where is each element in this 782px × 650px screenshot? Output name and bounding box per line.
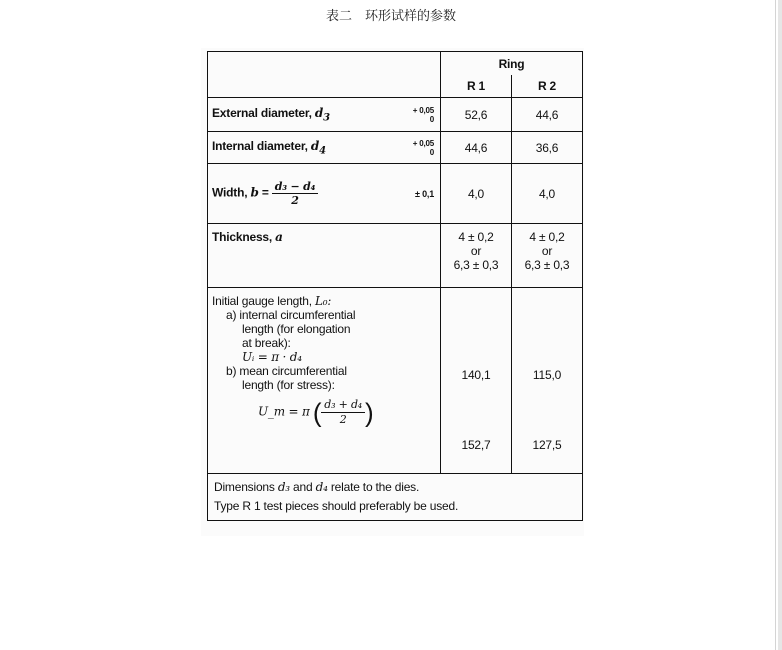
col-r2-header: R 2 <box>537 78 557 93</box>
col-r1-header: R 1 <box>441 75 512 97</box>
table-footnote: Dimensions d₃ and d₄ relate to the dies. Type R 1 test pieces should preferably be used. <box>208 474 583 521</box>
gauge-r1-mean: 152,7 <box>461 438 491 452</box>
thickness-label: Thickness, a <box>208 224 441 288</box>
external-diameter-row <box>208 98 583 132</box>
width-r2: 4,0 <box>512 164 583 224</box>
width-formula-fraction: $\frac{\text{d₃ − d₄}}{2}$ <box>272 180 319 207</box>
external-diameter-r2: 44,6 <box>512 98 583 132</box>
external-diameter-label: External diameter, $d_3$ <box>208 98 385 132</box>
internal-diameter-label: Internal diameter, $d_4$ <box>208 132 385 164</box>
header-row <box>208 52 583 98</box>
width-label: Width, b = $\frac{\text{d₃ − d₄}}{2}$ <box>208 164 385 224</box>
gauge-r1-internal: 140,1 <box>461 368 491 382</box>
ring-header-cell <box>441 52 583 98</box>
gauge-length-description: Initial gauge length, L₀: a) internal circumferential length (for elongation at break): Uᵢ = π · d₄ b) mean circumferential length (for stress): U_m = π ( $\frac{\text{d₃ + d₄}}{2}$ ) <box>208 288 441 474</box>
internal-diameter-row <box>208 132 583 164</box>
width-row <box>208 164 583 224</box>
thickness-row <box>208 224 583 288</box>
internal-diameter-tolerance: + 0,05 0 <box>385 132 441 164</box>
gauge-length-title: Initial gauge length, L₀: <box>212 294 332 308</box>
external-diameter-tolerance: + 0,05 0 <box>385 98 441 132</box>
external-diameter-r1: 52,6 <box>441 98 512 132</box>
gauge-r2-internal: 115,0 <box>532 368 562 382</box>
page-edge <box>778 0 782 650</box>
table-caption: 表二 环形试样的参数 <box>325 9 456 24</box>
gauge-r2-values <box>512 288 583 474</box>
thickness-r1: 4 ± 0,2 or 6,3 ± 0,3 <box>441 224 512 288</box>
width-r1: 4,0 <box>441 164 512 224</box>
ring-group-label: Ring <box>498 56 525 71</box>
gauge-r2-mean: 127,5 <box>532 438 562 452</box>
page-edge-line <box>775 0 776 650</box>
gauge-length-row <box>208 288 583 474</box>
gauge-r1-values <box>441 288 512 474</box>
mean-length-formula: U_m = π ( $\frac{\text{d₃ + d₄}}{2}$ ) <box>258 397 374 428</box>
internal-diameter-r1: 44,6 <box>441 132 512 164</box>
internal-length-formula: Uᵢ = π · d₄ <box>242 350 302 364</box>
width-tolerance: ± 0,1 <box>385 164 441 224</box>
header-blank-cell <box>208 52 441 98</box>
thickness-r2: 4 ± 0,2 or 6,3 ± 0,3 <box>512 224 583 288</box>
ring-parameter-table <box>207 51 583 521</box>
note-row <box>208 474 583 521</box>
internal-diameter-r2: 36,6 <box>512 132 583 164</box>
